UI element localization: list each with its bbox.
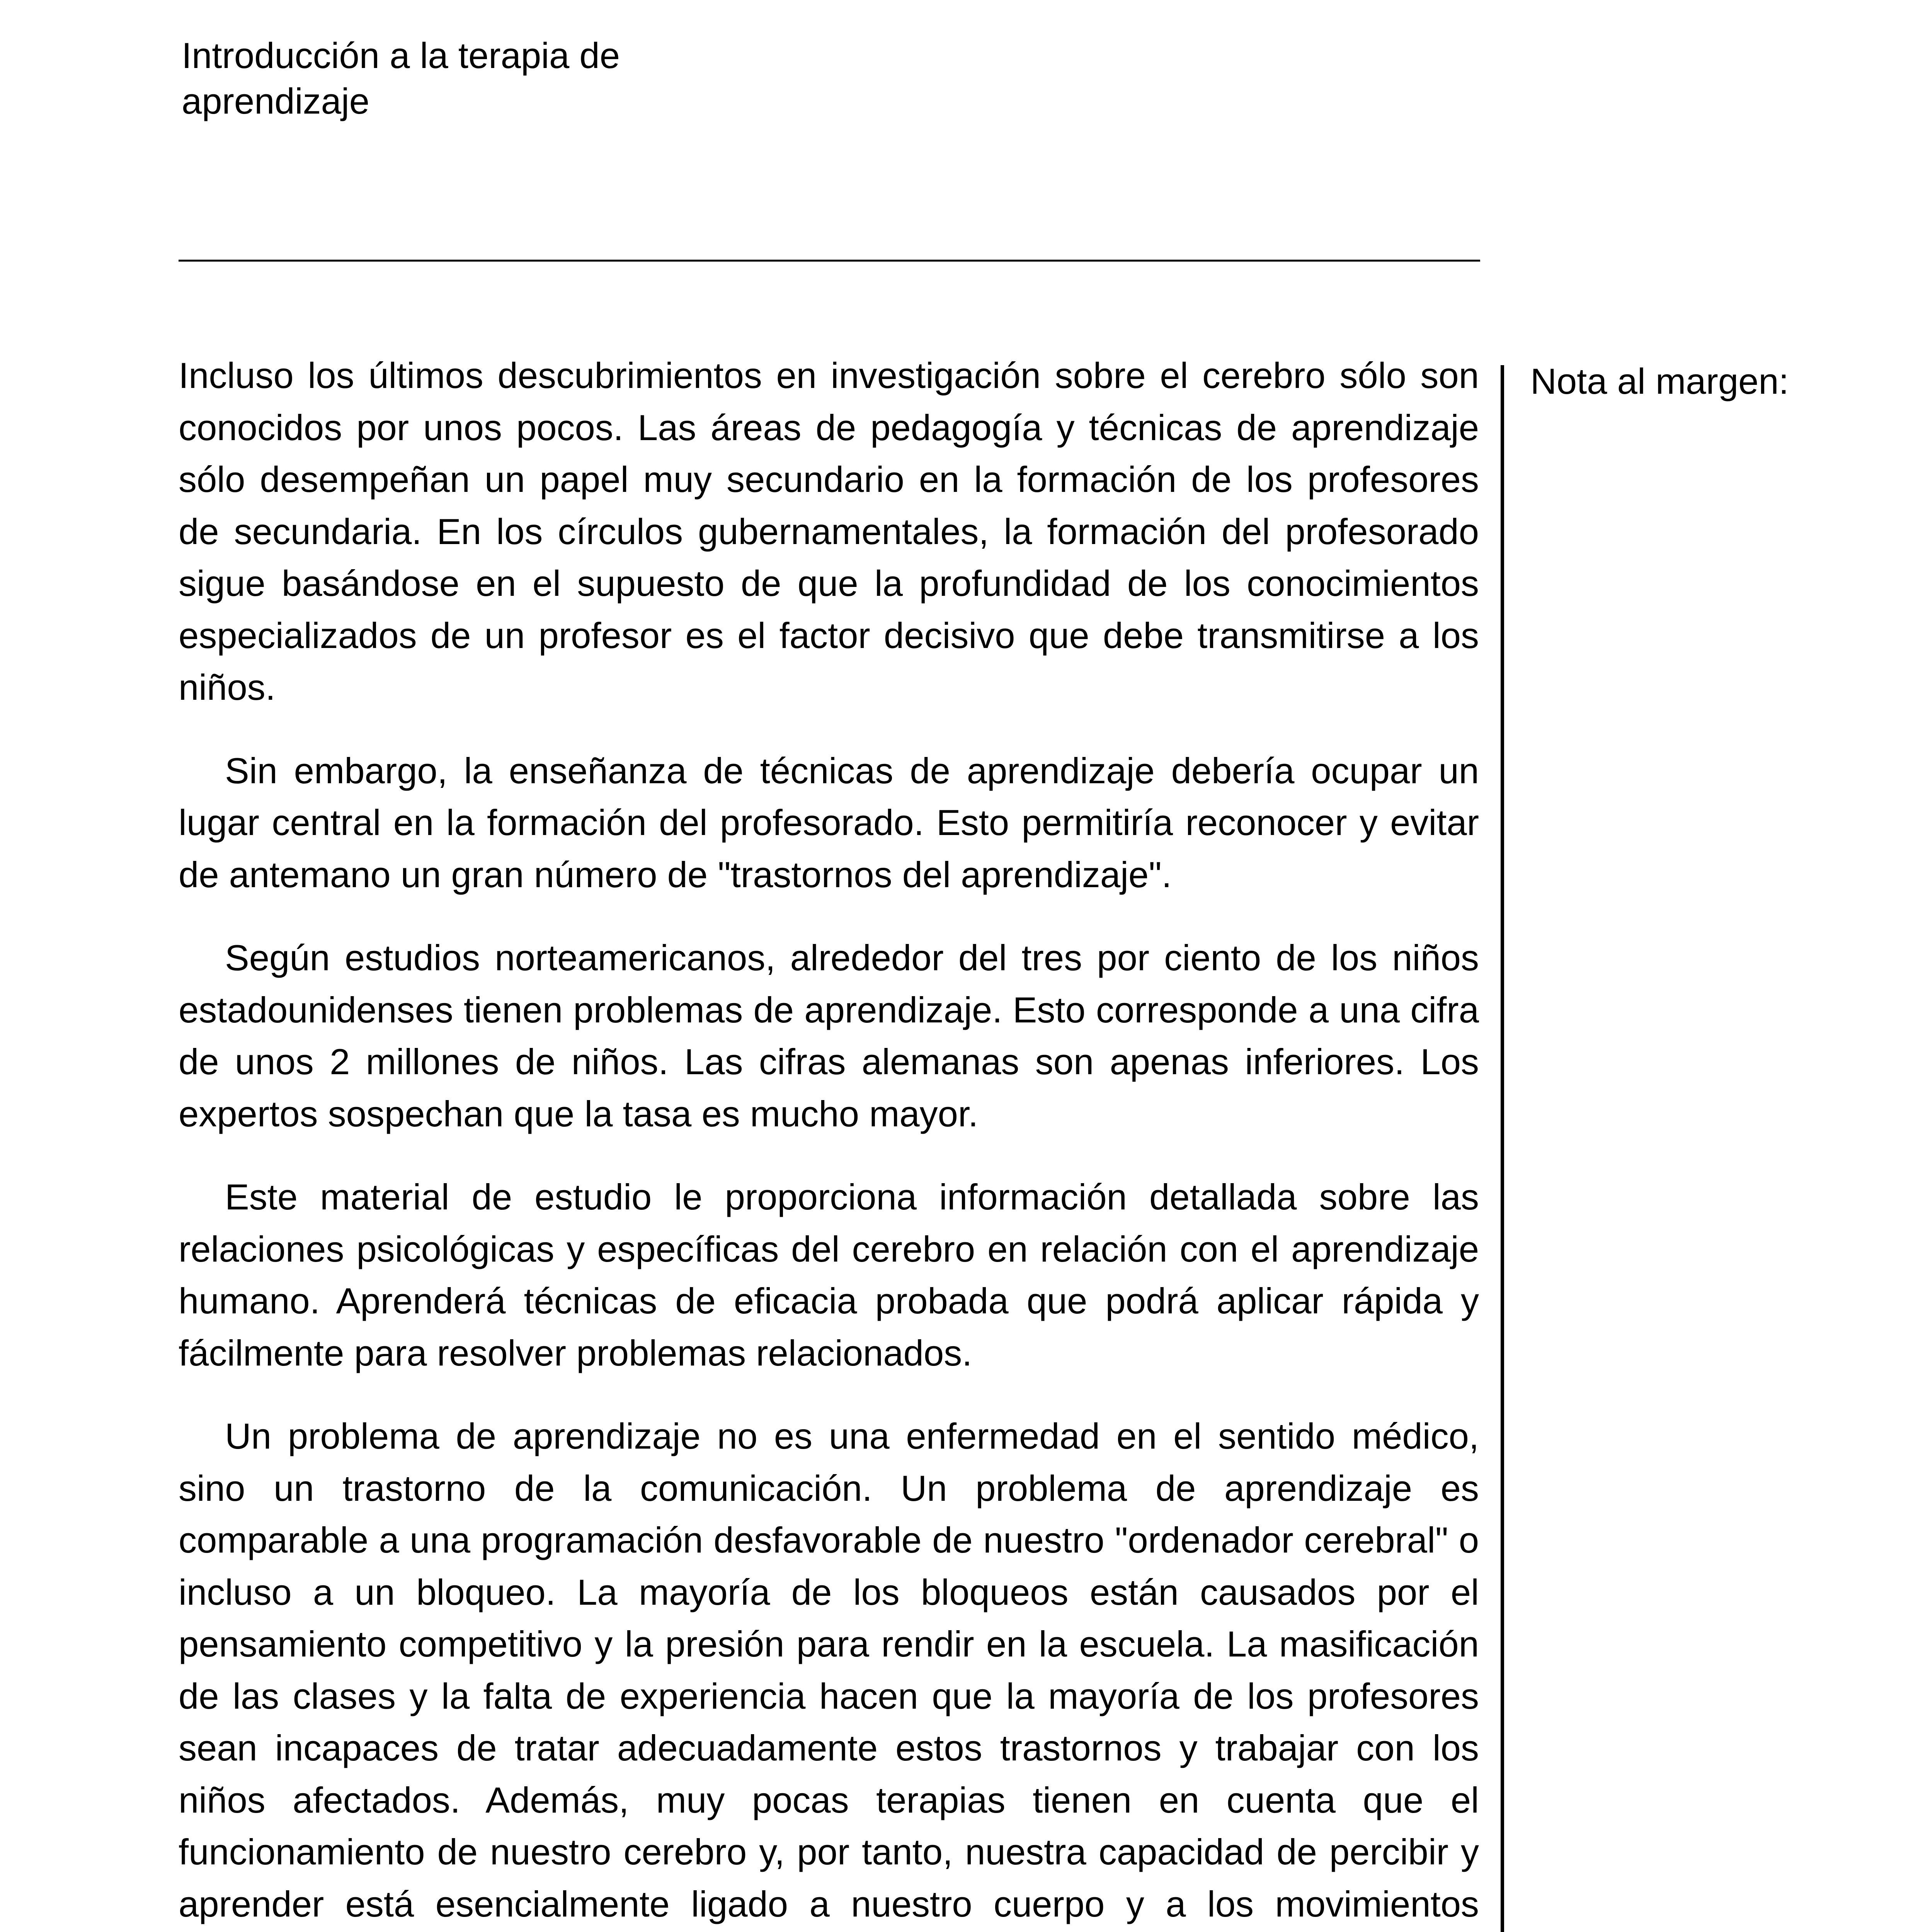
header-divider [179, 260, 1480, 262]
running-header-title: Introducción a la terapia de aprendizaje [182, 35, 620, 121]
paragraph-4: Este material de estudio le proporciona información detallada sobre las relaciones psicológicas y específicas del cerebro en relación con el aprendizaje humano. Aprenderá técnicas de eficacia probada que podrá aplicar rápida y fácilmente para resolver problemas relacionados. [179, 1177, 1479, 1373]
margin-divider [1501, 365, 1504, 1932]
paragraph-5: Un problema de aprendizaje no es una enfermedad en el sentido médico, sino un trastorno de la comunicación. Un problema de aprendizaje es comparable a una programación desfavorable de nuestro "ordenador cerebral" o incluso a un bloqueo. La mayoría de los bloqueos están causados por el pensamiento competitivo y la presión para rendir en la escuela. La masificación de las clases y la falta de experiencia hacen que la mayoría de los profesores sean incapaces de tratar adecuadamente estos trastornos y trabajar con los niños afectados. Además, muy pocas terapias tienen en cuenta que el funcionamiento de nuestro cerebro y, por tanto, nuestra capacidad de percibir y aprender está esencialmente ligado a nuestro cuerpo y a los movimientos [179, 1416, 1479, 1924]
main-text-column [179, 350, 1479, 1932]
paragraph-3: Según estudios norteamericanos, alrededor del tres por ciento de los niños estadounidenses tienen problemas de aprendizaje. Esto corresponde a una cifra de unos 2 millones de niños. Las cifras alemanas son apenas inferiores. Los expertos sospechan que la tasa es mucho mayor. [179, 937, 1479, 1134]
margin-note-label: Nota al margen: [1530, 361, 1789, 401]
paragraph-2: Sin embargo, la enseñanza de técnicas de aprendizaje debería ocupar un lugar central en la formación del profesorado. Esto permitiría reconocer y evitar de antemano un gran número de "trastornos del aprendizaje". [179, 750, 1479, 895]
paragraph-1: Incluso los últimos descubrimientos en investigación sobre el cerebro sólo son conocidos por unos pocos. Las áreas de pedagogía y técnicas de aprendizaje sólo desempeñan un papel muy secundario en la formación de los profesores de secundaria. En los círculos gubernamentales, la formación del profesorado sigue basándose en el supuesto de que la profundidad de los conocimientos especializados de un profesor es el factor decisivo que debe transmitirse a los niños. [179, 355, 1479, 707]
